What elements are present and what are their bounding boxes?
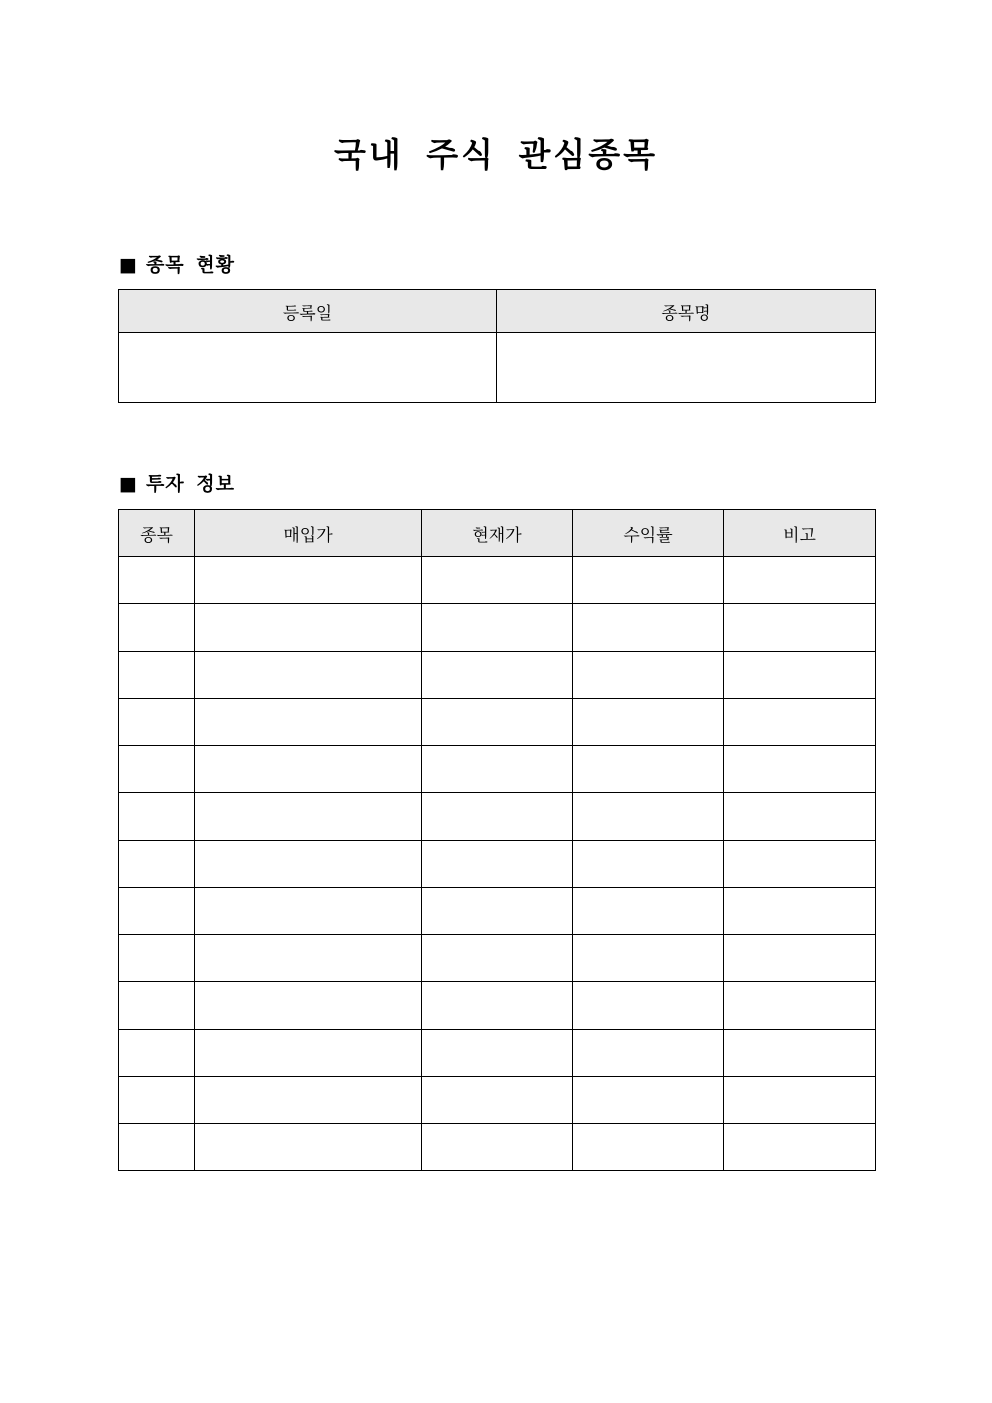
remarks-cell[interactable] [724, 1076, 876, 1123]
purchase-price-cell[interactable] [195, 1029, 422, 1076]
current-price-cell[interactable] [422, 604, 573, 651]
purchase-price-cell[interactable] [195, 982, 422, 1029]
table-row [119, 793, 876, 840]
purchase-price-cell[interactable] [195, 698, 422, 745]
table-row [119, 698, 876, 745]
table-row [119, 840, 876, 887]
remarks-cell[interactable] [724, 557, 876, 604]
column-header-stock-name: 종목명 [497, 290, 876, 333]
stock-cell[interactable] [119, 604, 195, 651]
current-price-cell[interactable] [422, 557, 573, 604]
registration-date-cell[interactable] [119, 333, 497, 403]
column-header-current-price: 현재가 [422, 510, 573, 557]
remarks-cell[interactable] [724, 935, 876, 982]
table-row [119, 604, 876, 651]
purchase-price-cell[interactable] [195, 1124, 422, 1171]
remarks-cell[interactable] [724, 840, 876, 887]
stock-cell[interactable] [119, 651, 195, 698]
purchase-price-cell[interactable] [195, 840, 422, 887]
section-heading-label: 투자 정보 [145, 473, 235, 495]
return-rate-cell[interactable] [573, 698, 724, 745]
square-bullet-icon: ■ [119, 254, 138, 276]
return-rate-cell[interactable] [573, 887, 724, 934]
current-price-cell[interactable] [422, 887, 573, 934]
section-heading-investment-info [119, 471, 235, 497]
stock-name-cell[interactable] [497, 333, 876, 403]
purchase-price-cell[interactable] [195, 887, 422, 934]
table-row [119, 935, 876, 982]
remarks-cell[interactable] [724, 887, 876, 934]
column-header-registration-date: 등록일 [119, 290, 497, 333]
remarks-cell[interactable] [724, 651, 876, 698]
remarks-cell[interactable] [724, 698, 876, 745]
stock-cell[interactable] [119, 1029, 195, 1076]
remarks-cell[interactable] [724, 982, 876, 1029]
return-rate-cell[interactable] [573, 1076, 724, 1123]
current-price-cell[interactable] [422, 840, 573, 887]
column-header-remarks: 비고 [724, 510, 876, 557]
return-rate-cell[interactable] [573, 557, 724, 604]
table-header-row [119, 510, 876, 557]
purchase-price-cell[interactable] [195, 557, 422, 604]
return-rate-cell[interactable] [573, 651, 724, 698]
stock-cell[interactable] [119, 1076, 195, 1123]
table-row [119, 982, 876, 1029]
return-rate-cell[interactable] [573, 793, 724, 840]
return-rate-cell[interactable] [573, 1124, 724, 1171]
current-price-cell[interactable] [422, 1029, 573, 1076]
table-row [119, 746, 876, 793]
table-row [119, 887, 876, 934]
stock-cell[interactable] [119, 1124, 195, 1171]
current-price-cell[interactable] [422, 698, 573, 745]
stock-cell[interactable] [119, 887, 195, 934]
page-title: 국내 주식 관심종목 [333, 135, 658, 174]
table-row [119, 1076, 876, 1123]
purchase-price-cell[interactable] [195, 651, 422, 698]
remarks-cell[interactable] [724, 1124, 876, 1171]
return-rate-cell[interactable] [573, 746, 724, 793]
return-rate-cell[interactable] [573, 982, 724, 1029]
remarks-cell[interactable] [724, 604, 876, 651]
purchase-price-cell[interactable] [195, 604, 422, 651]
section-heading-label: 종목 현황 [145, 254, 235, 276]
stock-cell[interactable] [119, 982, 195, 1029]
return-rate-cell[interactable] [573, 840, 724, 887]
stock-cell[interactable] [119, 698, 195, 745]
purchase-price-cell[interactable] [195, 793, 422, 840]
stock-cell[interactable] [119, 793, 195, 840]
remarks-cell[interactable] [724, 793, 876, 840]
section-heading-stock-status [119, 252, 235, 278]
current-price-cell[interactable] [422, 982, 573, 1029]
current-price-cell[interactable] [422, 651, 573, 698]
column-header-return-rate: 수익률 [573, 510, 724, 557]
stock-cell[interactable] [119, 840, 195, 887]
square-bullet-icon: ■ [119, 473, 138, 495]
purchase-price-cell[interactable] [195, 935, 422, 982]
purchase-price-cell[interactable] [195, 1076, 422, 1123]
purchase-price-cell[interactable] [195, 746, 422, 793]
stock-cell[interactable] [119, 746, 195, 793]
remarks-cell[interactable] [724, 746, 876, 793]
return-rate-cell[interactable] [573, 604, 724, 651]
stock-cell[interactable] [119, 935, 195, 982]
table-row [119, 1029, 876, 1076]
column-header-purchase-price: 매입가 [195, 510, 422, 557]
current-price-cell[interactable] [422, 935, 573, 982]
table-header-row [119, 290, 876, 333]
stock-status-table [118, 289, 876, 403]
current-price-cell[interactable] [422, 793, 573, 840]
column-header-stock: 종목 [119, 510, 195, 557]
table-row [119, 1124, 876, 1171]
table-row [119, 557, 876, 604]
return-rate-cell[interactable] [573, 935, 724, 982]
stock-cell[interactable] [119, 557, 195, 604]
investment-info-table [118, 509, 876, 1171]
return-rate-cell[interactable] [573, 1029, 724, 1076]
current-price-cell[interactable] [422, 1076, 573, 1123]
current-price-cell[interactable] [422, 1124, 573, 1171]
table-row [119, 333, 876, 403]
table-row [119, 651, 876, 698]
remarks-cell[interactable] [724, 1029, 876, 1076]
current-price-cell[interactable] [422, 746, 573, 793]
